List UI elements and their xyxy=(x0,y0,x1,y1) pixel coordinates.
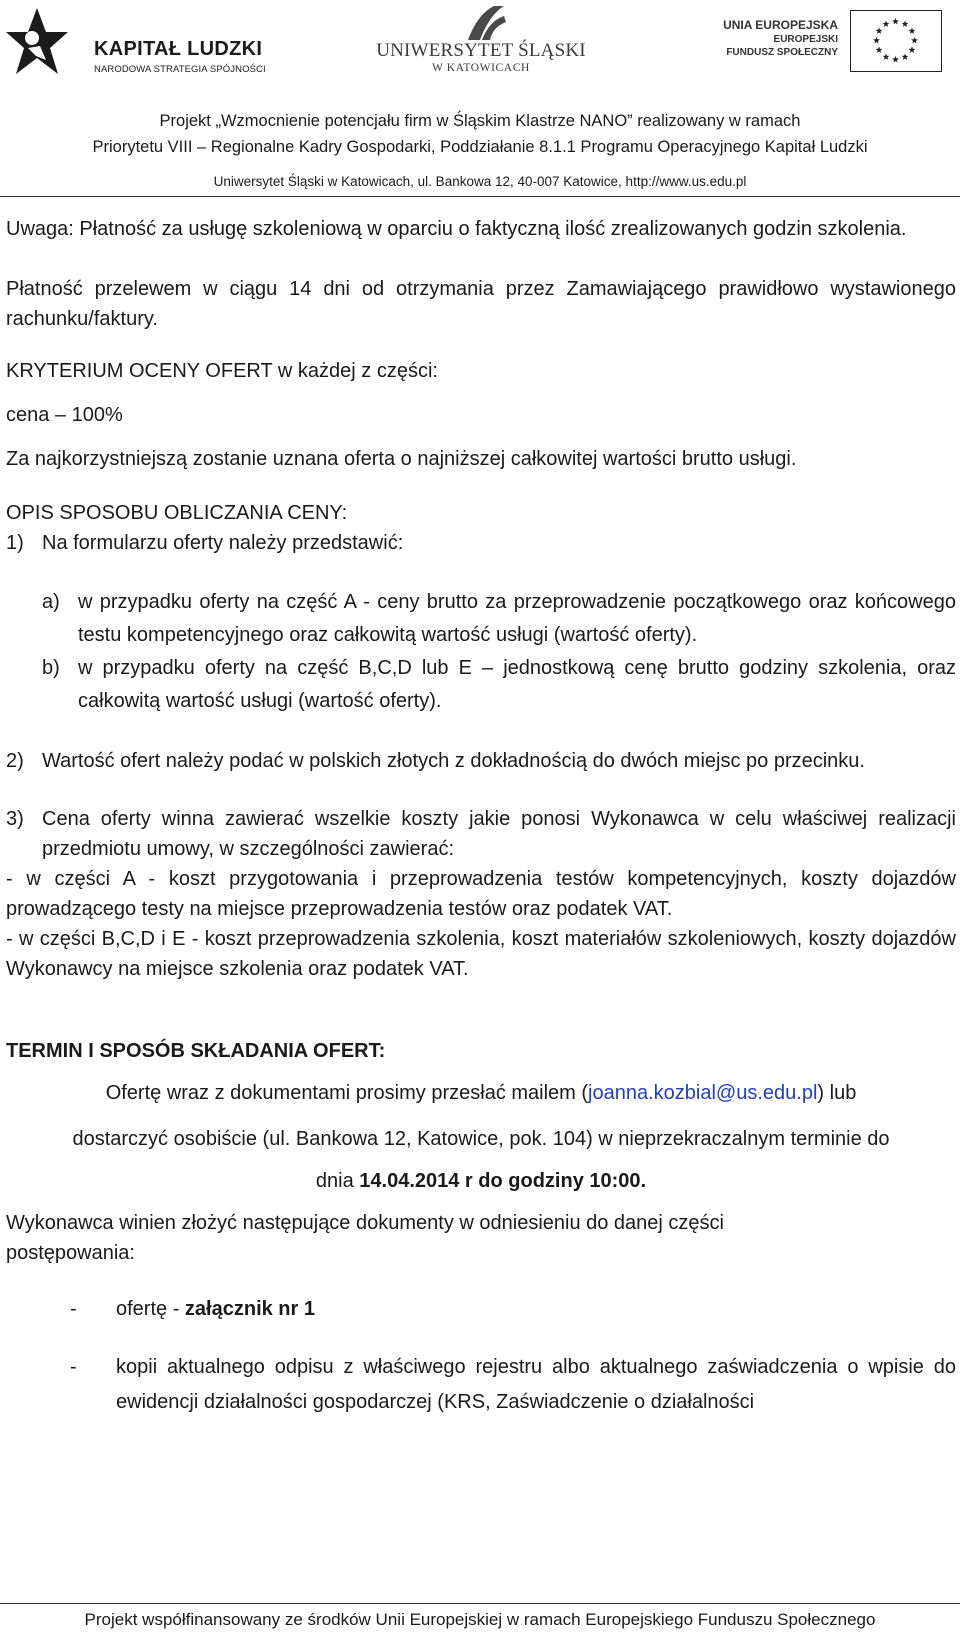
eu-star-icon xyxy=(892,18,899,25)
list-letter: a) xyxy=(42,591,60,613)
list-text: w przypadku oferty na część B,C,D lub E – jednostkową cenę brutto godziny szkolenia, oraz całkowitą wartość usługi (wartość oferty). xyxy=(78,657,956,712)
uniwersytet-slaski-logo xyxy=(366,4,596,74)
list-text: Cena oferty winna zawierać wszelkie koszty jakie ponosi Wykonawca w celu właściwej realizacji przedmiotu umowy, w szczególności zawierać: xyxy=(42,808,956,860)
deadline-line-1 xyxy=(6,1078,956,1108)
deadline-line-3 xyxy=(6,1166,956,1196)
deadline-text: ) lub xyxy=(817,1082,857,1104)
eu-star-icon xyxy=(909,27,916,34)
criteria-heading: KRYTERIUM OCENY OFERT w każdej z części: xyxy=(6,360,438,382)
deadline-line-2: dostarczyć osobiście (ul. Bankowa 12, Katowice, pok. 104) w nieprzekraczalnym terminie do xyxy=(72,1128,890,1150)
unia-europejska-logo xyxy=(714,10,954,74)
header-divider xyxy=(0,196,960,197)
university-address: Uniwersytet Śląski w Katowicach, ul. Bankowa 12, 40-007 Katowice, http://www.us.edu.pl xyxy=(213,174,747,189)
project-description xyxy=(0,108,960,160)
criteria-description: Za najkorzystniejszą zostanie uznana oferta o najniższej całkowitej wartości brutto usługi. xyxy=(6,448,797,470)
deadline-text: dnia xyxy=(315,1170,360,1192)
university-name: UNIWERSYTET ŚLĄSKI xyxy=(376,40,586,61)
kapital-ludzki-title: KAPITAŁ LUDZKI xyxy=(94,38,263,60)
eu-stars-icon xyxy=(851,11,940,70)
eu-star-icon xyxy=(902,53,909,60)
eu-star-icon xyxy=(873,37,880,44)
eu-star-icon xyxy=(909,46,916,53)
kapital-ludzki-subtitle: NARODOWA STRATEGIA SPÓJNOŚCI xyxy=(94,64,266,75)
list-text: w przypadku oferty na część A - ceny brutto za przeprowadzenie początkowego oraz końcowego testu kompetencyjnego oraz całkowitą wartość usługi (wartość oferty). xyxy=(78,591,956,646)
page-footer: Projekt współfinansowany ze środków Unii Europejskiej w ramach Europejskiego Funduszu Społecznego xyxy=(84,1610,876,1629)
payment-transfer: Płatność przelewem w ciągu 14 dni od otrzymania przez Zamawiającego prawidłowo wystawionego rachunku/faktury. xyxy=(6,278,956,330)
list-text: kopii aktualnego odpisu z właściwego rejestru albo aktualnego zaświadczenia o wpisie do ewidencji działalności gospodarczej (KRS, Zaświadczenie o działalności xyxy=(116,1356,956,1413)
eu-star-icon xyxy=(876,27,883,34)
project-line-2: Priorytetu VIII – Regionalne Kadry Gospodarki, Poddziałanie 8.1.1 Programu Operacyjnego Kapitał Ludzki xyxy=(92,138,868,156)
page-header xyxy=(0,0,960,80)
deadline-heading: TERMIN I SPOSÓB SKŁADANIA OFERT: xyxy=(6,1040,386,1062)
contact-email-link[interactable]: joanna.kozbial@us.edu.pl xyxy=(588,1082,818,1104)
list-number: 2) xyxy=(6,750,24,772)
eu-star-icon xyxy=(876,46,883,53)
list-item-3 xyxy=(6,804,956,864)
list-item-1b xyxy=(6,652,956,718)
footer-divider xyxy=(0,1603,960,1604)
list-item-1 xyxy=(6,528,956,558)
cost-part-b: - w części B,C,D i E - koszt przeprowadzenia szkolenia, koszt materiałów szkoleniowych, koszty dojazdów Wykonawcy na miejsce szkolenia oraz podatek VAT. xyxy=(6,928,956,980)
documents-intro: Wykonawca winien złożyć następujące dokumenty w odniesieniu do danej części postępowania: xyxy=(6,1212,724,1264)
eu-flag-icon xyxy=(850,10,942,72)
ue-line-2: EUROPEJSKI xyxy=(773,34,838,45)
payment-note: Uwaga: Płatność za usługę szkoleniową w oparciu o faktyczną ilość zrealizowanych godzin szkolenia. xyxy=(6,218,907,240)
eu-star-icon xyxy=(892,56,899,63)
project-line-1: Projekt „Wzmocnienie potencjału firm w Śląskim Klastrze NANO” realizowany w ramach xyxy=(159,112,801,130)
list-item-2 xyxy=(6,746,956,776)
document-item-2 xyxy=(6,1350,956,1420)
list-text xyxy=(116,1294,956,1324)
attachment-reference: załącznik nr 1 xyxy=(184,1298,315,1320)
document-item-1 xyxy=(6,1294,956,1324)
criteria-price: cena – 100% xyxy=(6,404,123,426)
deadline-date: 14.04.2014 r do godziny 10:00. xyxy=(359,1170,647,1192)
doc-text: ofertę - xyxy=(116,1298,185,1320)
eu-star-icon xyxy=(883,53,890,60)
ue-line-1: UNIA EUROPEJSKA xyxy=(723,18,838,32)
list-text: Na formularzu oferty należy przedstawić: xyxy=(42,532,404,554)
list-number: 3) xyxy=(6,808,24,830)
kapital-ludzki-star-icon xyxy=(6,8,68,76)
university-emblem-icon xyxy=(464,4,508,42)
list-text: Wartość ofert należy podać w polskich złotych z dokładnością do dwóch miejsc po przecinku. xyxy=(42,750,865,772)
ue-text-block xyxy=(714,18,838,59)
list-item-1a xyxy=(6,586,956,652)
eu-star-icon xyxy=(902,20,909,27)
price-heading: OPIS SPOSOBU OBLICZANIA CENY: xyxy=(6,502,348,524)
eu-star-icon xyxy=(883,20,890,27)
university-city: W KATOWICACH xyxy=(432,62,530,74)
list-dash: - xyxy=(70,1356,77,1378)
document-body xyxy=(6,214,956,1420)
eu-star-icon xyxy=(911,37,918,44)
ue-line-3: FUNDUSZ SPOŁECZNY xyxy=(726,47,838,58)
deadline-text: Ofertę wraz z dokumentami prosimy przesłać mailem ( xyxy=(105,1082,589,1104)
list-letter: b) xyxy=(42,657,60,679)
list-number: 1) xyxy=(6,532,24,554)
kapital-ludzki-logo xyxy=(6,8,266,76)
cost-part-a: - w części A - koszt przygotowania i przeprowadzenia testów kompetencyjnych, koszty dojazdów prowadzącego testy na miejsce przeprowadzenia testów oraz podatek VAT. xyxy=(6,868,956,920)
list-dash: - xyxy=(70,1298,77,1320)
